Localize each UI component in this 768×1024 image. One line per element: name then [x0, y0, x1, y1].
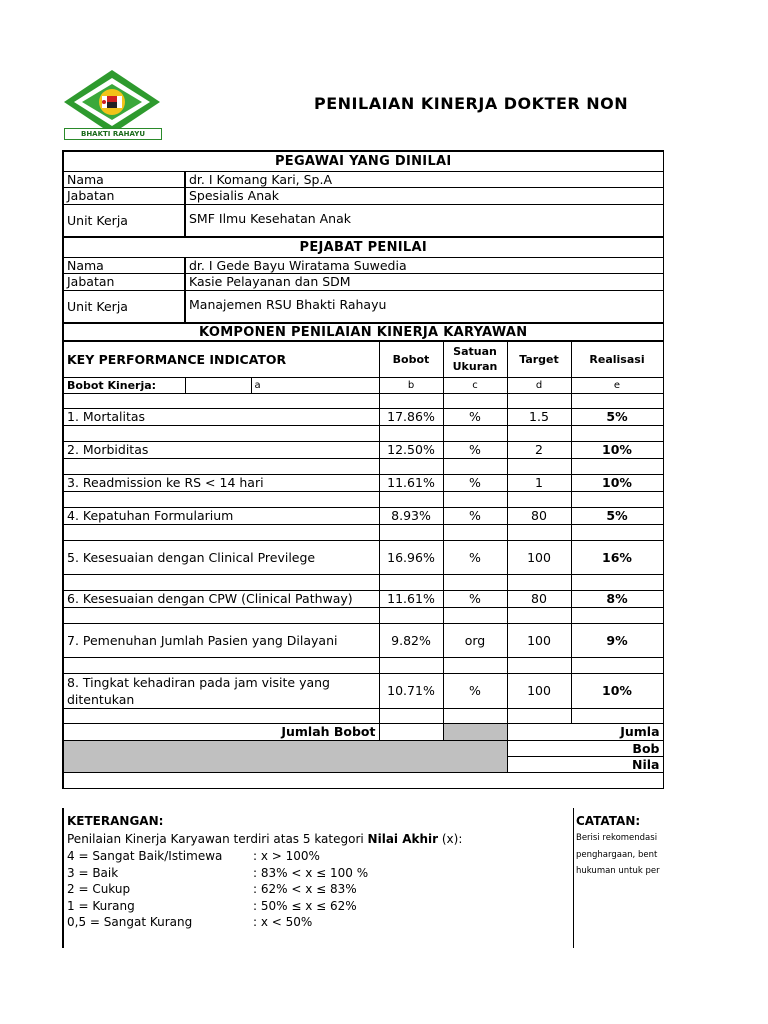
kpi-target: 2: [507, 441, 571, 458]
category-row: [67, 882, 357, 896]
komponen-heading: KOMPONEN PENILAIAN KINERJA KARYAWAN: [63, 323, 663, 341]
nilai-right-label: Nila: [507, 756, 663, 772]
category-range: : x > 100%: [253, 849, 320, 863]
kpi-bobot: 16.96%: [379, 540, 443, 574]
penilai-unit-label: Unit Kerja: [63, 290, 185, 323]
category-label: 0,5 = Sangat Kurang: [67, 915, 193, 929]
kpi-realisasi: 10%: [571, 441, 663, 458]
kpi-row: [63, 441, 663, 458]
bobot-column-header: Bobot: [379, 341, 443, 377]
kpi-bobot: 9.82%: [379, 623, 443, 657]
empty-cell: [185, 377, 251, 393]
keterangan-heading: KETERANGAN:: [67, 814, 164, 828]
category-label: 2 = Cukup: [67, 882, 131, 896]
kpi-bobot: 11.61%: [379, 474, 443, 491]
pegawai-jabatan-label: Jabatan: [63, 187, 185, 204]
jumlah-bobot-label: Jumlah Bobot: [63, 723, 379, 740]
kpi-name: 3. Readmission ke RS < 14 hari: [63, 474, 379, 491]
category-label: 1 = Kurang: [67, 899, 135, 913]
intro-text: Penilaian Kinerja Karyawan terdiri atas 5 kategori: [67, 832, 368, 846]
pegawai-nama-label: Nama: [63, 171, 185, 187]
grey-block: [63, 740, 507, 772]
category-row: [67, 915, 312, 929]
target-column-header: Target: [507, 341, 571, 377]
catatan-line: hukuman untuk per: [576, 866, 660, 876]
kpi-target: 100: [507, 673, 571, 708]
kpi-name: 7. Pemenuhan Jumlah Pasien yang Dilayani: [63, 623, 379, 657]
kpi-name: 4. Kepatuhan Formularium: [63, 507, 379, 524]
kpi-row: [63, 507, 663, 524]
kpi-bobot: 8.93%: [379, 507, 443, 524]
letter-e: e: [571, 377, 663, 393]
kpi-row: [63, 540, 663, 574]
kpi-satuan: %: [443, 441, 507, 458]
kpi-realisasi: 5%: [571, 507, 663, 524]
kpi-satuan: %: [443, 474, 507, 491]
kpi-satuan: %: [443, 673, 507, 708]
kpi-row: [63, 623, 663, 657]
kpi-realisasi: 10%: [571, 474, 663, 491]
kpi-realisasi: 5%: [571, 408, 663, 425]
pegawai-unit-label: Unit Kerja: [63, 204, 185, 237]
kpi-satuan: %: [443, 590, 507, 607]
kpi-bobot: 17.86%: [379, 408, 443, 425]
kpi-name-line1: 8. Tingkat kehadiran pada jam visite yang: [67, 674, 330, 690]
bobot-right-label: Bob: [507, 740, 663, 756]
logo-caption: BHAKTI RAHAYU: [64, 128, 162, 140]
category-range: : x < 50%: [253, 915, 313, 929]
pegawai-jabatan-value: Spesialis Anak: [185, 187, 663, 204]
kpi-target: 100: [507, 623, 571, 657]
kpi-target: 1.5: [507, 408, 571, 425]
kpi-satuan: org: [443, 623, 507, 657]
penilai-unit-value: Manajemen RSU Bhakti Rahayu: [185, 290, 663, 323]
spacer-row: [63, 772, 663, 788]
kpi-satuan: %: [443, 408, 507, 425]
intro-bold: Nilai Akhir: [367, 832, 439, 846]
realisasi-column-header: Realisasi: [571, 341, 663, 377]
kpi-row: [63, 673, 663, 708]
jumlah-bobot-value: [379, 723, 443, 740]
pegawai-heading: PEGAWAI YANG DINILAI: [63, 151, 663, 171]
kpi-name: 5. Kesesuaian dengan Clinical Previlege: [63, 540, 379, 574]
kpi-column-header: KEY PERFORMANCE INDICATOR: [63, 341, 379, 377]
penilai-jabatan-value: Kasie Pelayanan dan SDM: [185, 273, 663, 290]
kpi-satuan: %: [443, 540, 507, 574]
category-row: [67, 849, 320, 863]
kpi-target: 1: [507, 474, 571, 491]
kpi-realisasi: 10%: [571, 673, 663, 708]
category-label: 4 = Sangat Baik/Istimewa: [67, 849, 223, 863]
category-row: [67, 899, 357, 913]
kpi-satuan: %: [443, 507, 507, 524]
kpi-bobot: 11.61%: [379, 590, 443, 607]
letter-d: d: [507, 377, 571, 393]
catatan-line: penghargaan, bent: [576, 850, 658, 860]
kpi-name-line2: ditentukan: [67, 691, 135, 707]
kpi-target: 80: [507, 507, 571, 524]
kpi-row: [63, 474, 663, 491]
letter-b: b: [379, 377, 443, 393]
kpi-bobot: 12.50%: [379, 441, 443, 458]
satuan-column-header: Satuan Ukuran: [443, 341, 507, 377]
kpi-name: [63, 673, 379, 708]
jumlah-right-label: Jumla: [507, 723, 663, 740]
category-row: [67, 866, 368, 880]
kpi-realisasi: 16%: [571, 540, 663, 574]
notes-section: [62, 808, 664, 948]
category-label: 3 = Baik: [67, 866, 119, 880]
catatan-heading: CATATAN:: [576, 814, 641, 828]
kpi-row: [63, 590, 663, 607]
catatan-line: Berisi rekomendasi: [576, 833, 658, 843]
intro-suffix: (x):: [438, 832, 463, 846]
kpi-bobot: 10.71%: [379, 673, 443, 708]
penilai-heading: PEJABAT PENILAI: [63, 237, 663, 257]
kpi-realisasi: 8%: [571, 590, 663, 607]
assessment-sheet: [62, 150, 660, 789]
penilai-jabatan-label: Jabatan: [63, 273, 185, 290]
bobot-kinerja-label: Bobot Kinerja:: [63, 377, 185, 393]
kpi-row: [63, 408, 663, 425]
category-range: : 50% ≤ x ≤ 62%: [253, 899, 357, 913]
kpi-name: 1. Mortalitas: [63, 408, 379, 425]
keterangan-intro: [67, 832, 462, 846]
letter-a: a: [251, 377, 379, 393]
letter-c: c: [443, 377, 507, 393]
kpi-target: 100: [507, 540, 571, 574]
category-range: : 62% < x ≤ 83%: [253, 882, 357, 896]
kpi-realisasi: 9%: [571, 623, 663, 657]
penilai-nama-label: Nama: [63, 257, 185, 273]
penilai-nama-value: dr. I Gede Bayu Wiratama Suwedia: [185, 257, 663, 273]
pegawai-unit-value: SMF Ilmu Kesehatan Anak: [185, 204, 663, 237]
pegawai-nama-value: dr. I Komang Kari, Sp.A: [185, 171, 663, 187]
kpi-target: 80: [507, 590, 571, 607]
grey-cell: [443, 723, 507, 740]
category-range: : 83% < x ≤ 100 %: [253, 866, 369, 880]
kpi-name: 2. Morbiditas: [63, 441, 379, 458]
assessment-table: [62, 150, 664, 789]
page-title: PENILAIAN KINERJA DOKTER NON: [314, 94, 629, 113]
kpi-name: 6. Kesesuaian dengan CPW (Clinical Pathway): [63, 590, 379, 607]
